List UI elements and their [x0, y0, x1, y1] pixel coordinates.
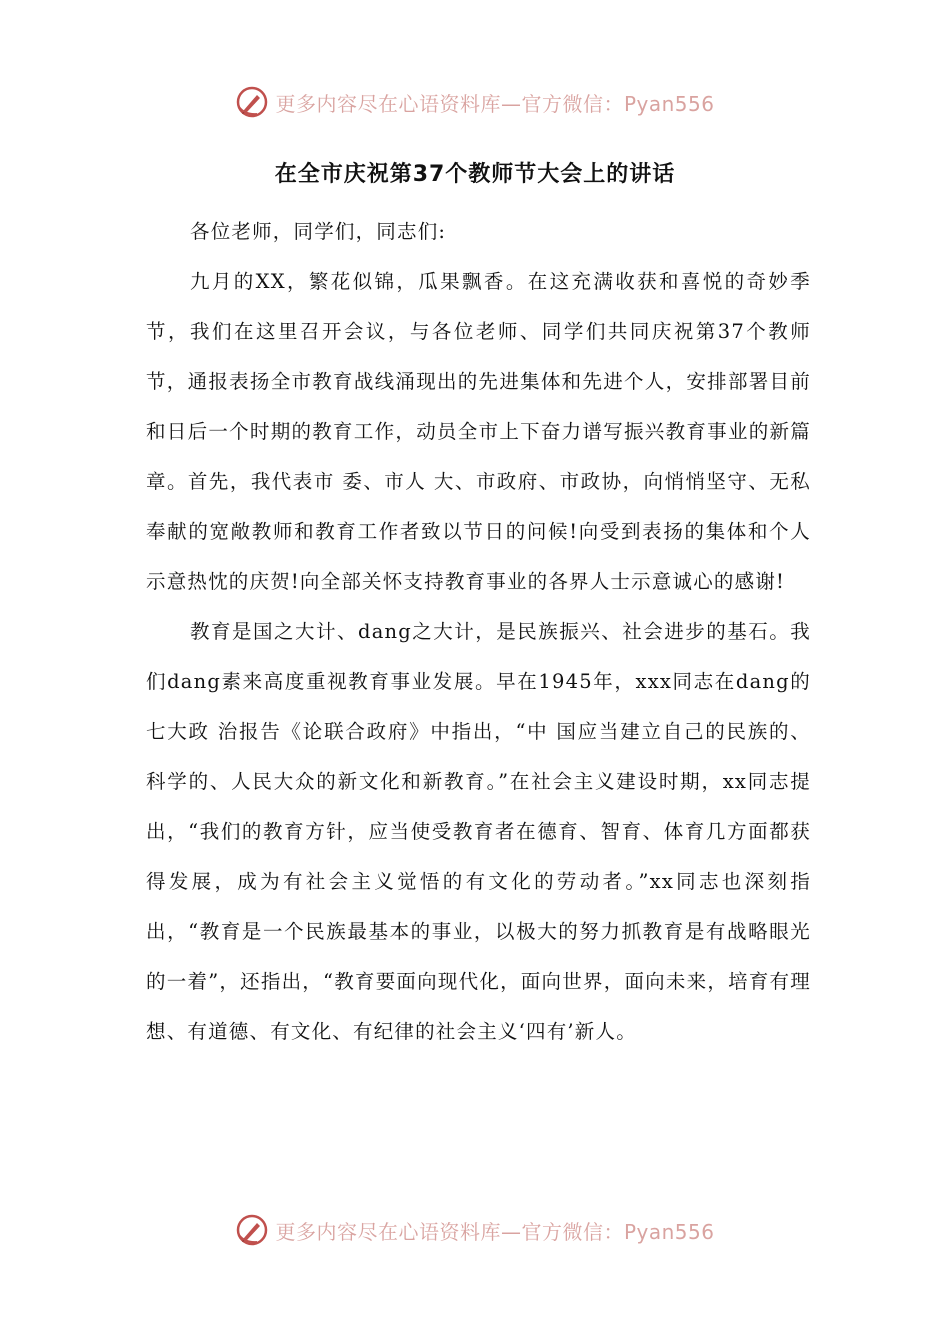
body-paragraph: 九月的XX，繁花似锦，瓜果飘香。在这充满收获和喜悦的奇妙季节，我们在这里召开会议，与各位老师、同学们共同庆祝第37个教师节，通报表扬全市教育战线涌现出的先进集体和先进个人，安排部署目前和日后一个时期的教育工作，动员全市上下奋力谱写振兴教育事业的新篇章。首先，我代表市 委、市人 大、市政府、市政协，向悄悄坚守、无私奉献的宽敞教师和教育工作者致以节日的问候!向受到表扬的集体和个人示意热忱的庆贺!向全部关怀支持教育事业的各界人士示意诚心的感谢!	[146, 270, 811, 593]
pen-logo-icon	[235, 85, 269, 119]
footer-banner-text: 更多内容尽在心语资料库—官方微信：Pyan556	[275, 1219, 715, 1244]
header-banner	[0, 82, 950, 122]
body-paragraph: 教育是国之大计、dang之大计，是民族振兴、社会进步的基石。我们dang素来高度重视教育事业发展。早在1945年，xxx同志在dang的七大政 治报告《论联合政府》中指出，“中 国应当建立自己的民族的、科学的、人民大众的新文化和新教育。”在社会主义建设时期，xx同志提出，“我们的教育方针，应当使受教育者在德育、智育、体育几方面都获得发展，成为有社会主义觉悟的有文化的劳动者。”xx同志也深刻指出，“教育是一个民族最基本的事业，以极大的努力抓教育是有战略眼光的一着”，还指出，“教育要面向现代化，面向世界，面向未来，培育有理想、有道德、有文化、有纪律的社会主义‘四有’新人。	[146, 620, 811, 1043]
pen-logo-icon	[235, 1213, 269, 1247]
salutation-paragraph: 各位老师，同学们，同志们:	[190, 220, 447, 243]
document-title: 在全市庆祝第37个教师节大会上的讲话	[274, 162, 676, 187]
footer-banner	[0, 1210, 950, 1250]
document-body	[146, 207, 811, 1057]
header-banner-text: 更多内容尽在心语资料库—官方微信：Pyan556	[275, 91, 715, 116]
